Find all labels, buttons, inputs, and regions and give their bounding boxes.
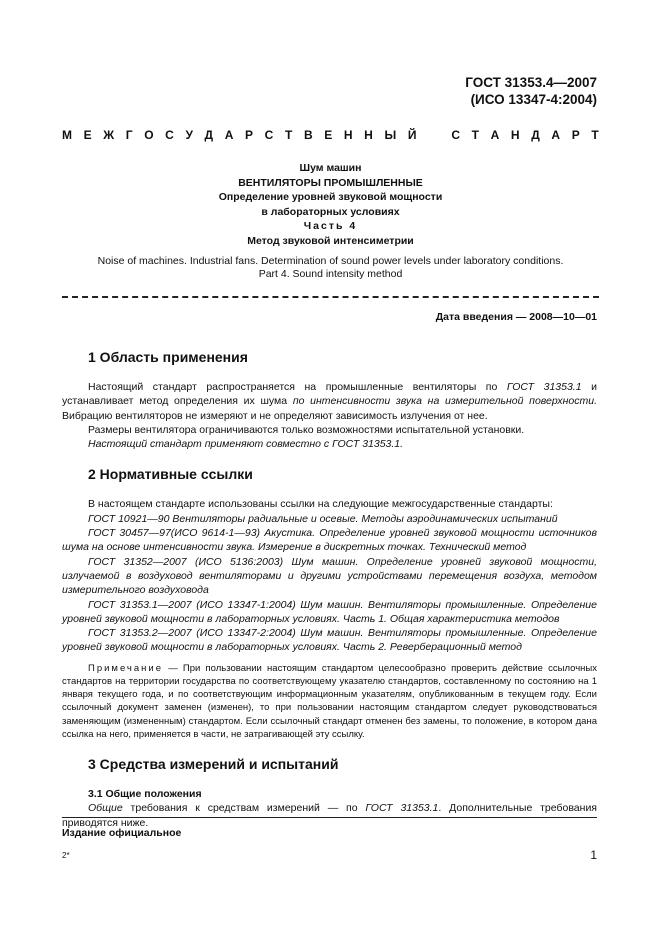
reference-item: ГОСТ 31352—2007 (ИСО 5136:2003) Шум машин. Определение уровней звуковой мощности, излучаемой в воздуховод вентиляторами и другими устройствами перемещения воздуха, методом измерительного воздуховода [62, 555, 597, 597]
title-line-1: Шум машин [299, 162, 362, 174]
sheet-mark: 2* [62, 851, 70, 860]
note-label: Примечание [88, 662, 163, 674]
reference-item: ГОСТ 10921—90 Вентиляторы радиальные и осевые. Методы аэродинамических испытаний [88, 512, 558, 525]
section-1-paragraph-1: Настоящий стандарт распространяется на промышленные вентиляторы по ГОСТ 31353.1 и устанавливает метод определения их шума по интенсивности звука на измерительной поверхности. Вибрацию вентиляторов не измеряют и не определяют зависимость излучения от нее. [62, 381, 598, 422]
document-title-block [62, 161, 599, 282]
title-line-2: ВЕНТИЛЯТОРЫ ПРОМЫШЛЕННЫЕ [238, 176, 423, 189]
title-line-4: в лабораторных условиях [261, 205, 400, 218]
section-1-heading: 1 Область применения [88, 349, 248, 365]
footer-separator [62, 817, 597, 818]
part-label: Часть 4 [303, 220, 358, 233]
introduction-date: Дата введения — 2008—10—01 [435, 311, 597, 323]
reference-item: ГОСТ 31353.2—2007 (ИСО 13347-2:2004) Шум машин. Вентиляторы промышленные. Определение уровней звуковой мощности в лабораторных условиях. Часть 2. Реверберационный метод [62, 627, 597, 654]
note-paragraph: Примечание — При пользовании настоящим стандартом целесообразно проверить действие ссылочных стандартов на территории государства по соответствующему указателю стандартов, составленному по состоянию на 1 января текущего года, и по соответствующим информационным указателям, опубликованным в текущем году. Если ссылочный документ заменен (изменен), то при пользовании настоящим стандартом следует руководствоваться заменяющим (измененным) стандартом. Если ссылочный стандарт отменен без замены, то положение, в котором дана ссылка на него, применяется в части, не затрагивающей эту ссылку. [62, 662, 597, 740]
interstate-standard-banner: М Е Ж Г О С У Д А Р С Т В Е Н Н Ы Й С Т А Н Д А Р Т [62, 128, 599, 142]
english-title [62, 255, 599, 282]
document-body [62, 348, 597, 830]
method-title: Метод звуковой интенсиметрии [247, 234, 414, 247]
reference-item: ГОСТ 30457—97(ИСО 9614-1—93) Акустика. Определение уровней звуковой мощности источников шума на основе интенсивности звука. Измерение в дискретных точках. Технический метод [62, 527, 597, 554]
title-line-3: Определение уровней звуковой мощности [218, 191, 443, 204]
standard-designation [465, 74, 597, 108]
subsection-3-1-heading: 3.1 Общие положения [88, 787, 202, 800]
page-number: 1 [590, 848, 597, 862]
official-edition-label: Издание официальное [62, 827, 182, 839]
standard-code: ГОСТ 31353.4—2007 [465, 75, 597, 90]
subsection-3-1-paragraph: Общие требования к средствам измерений — по ГОСТ 31353.1. Дополнительные требования приводятся ниже. [62, 802, 597, 829]
section-2-heading: 2 Нормативные ссылки [88, 466, 253, 483]
section-3-heading: 3 Средства измерений и испытаний [88, 755, 339, 772]
iso-equivalent: (ИСО 13347-4:2004) [470, 92, 597, 107]
section-1-paragraph-3: Настоящий стандарт применяют совместно с ГОСТ 31353.1. [88, 438, 404, 451]
reference-item: ГОСТ 31353.1—2007 (ИСО 13347-1:2004) Шум машин. Вентиляторы промышленные. Определение уровней звуковой мощности в лабораторных условиях. Часть 1. Общая характеристика методов [62, 598, 597, 625]
section-2-intro: В настоящем стандарте использованы ссылки на следующие межгосударственные стандарты: [88, 498, 553, 511]
title-separator [62, 296, 599, 298]
english-title-line-2: Part 4. Sound intensity method [258, 268, 403, 281]
section-1-paragraph-2: Размеры вентилятора ограничиваются только возможностями испытательной установки. [88, 423, 525, 436]
english-title-line-1: Noise of machines. Industrial fans. Determination of sound power levels under laboratory conditions. [97, 254, 564, 267]
